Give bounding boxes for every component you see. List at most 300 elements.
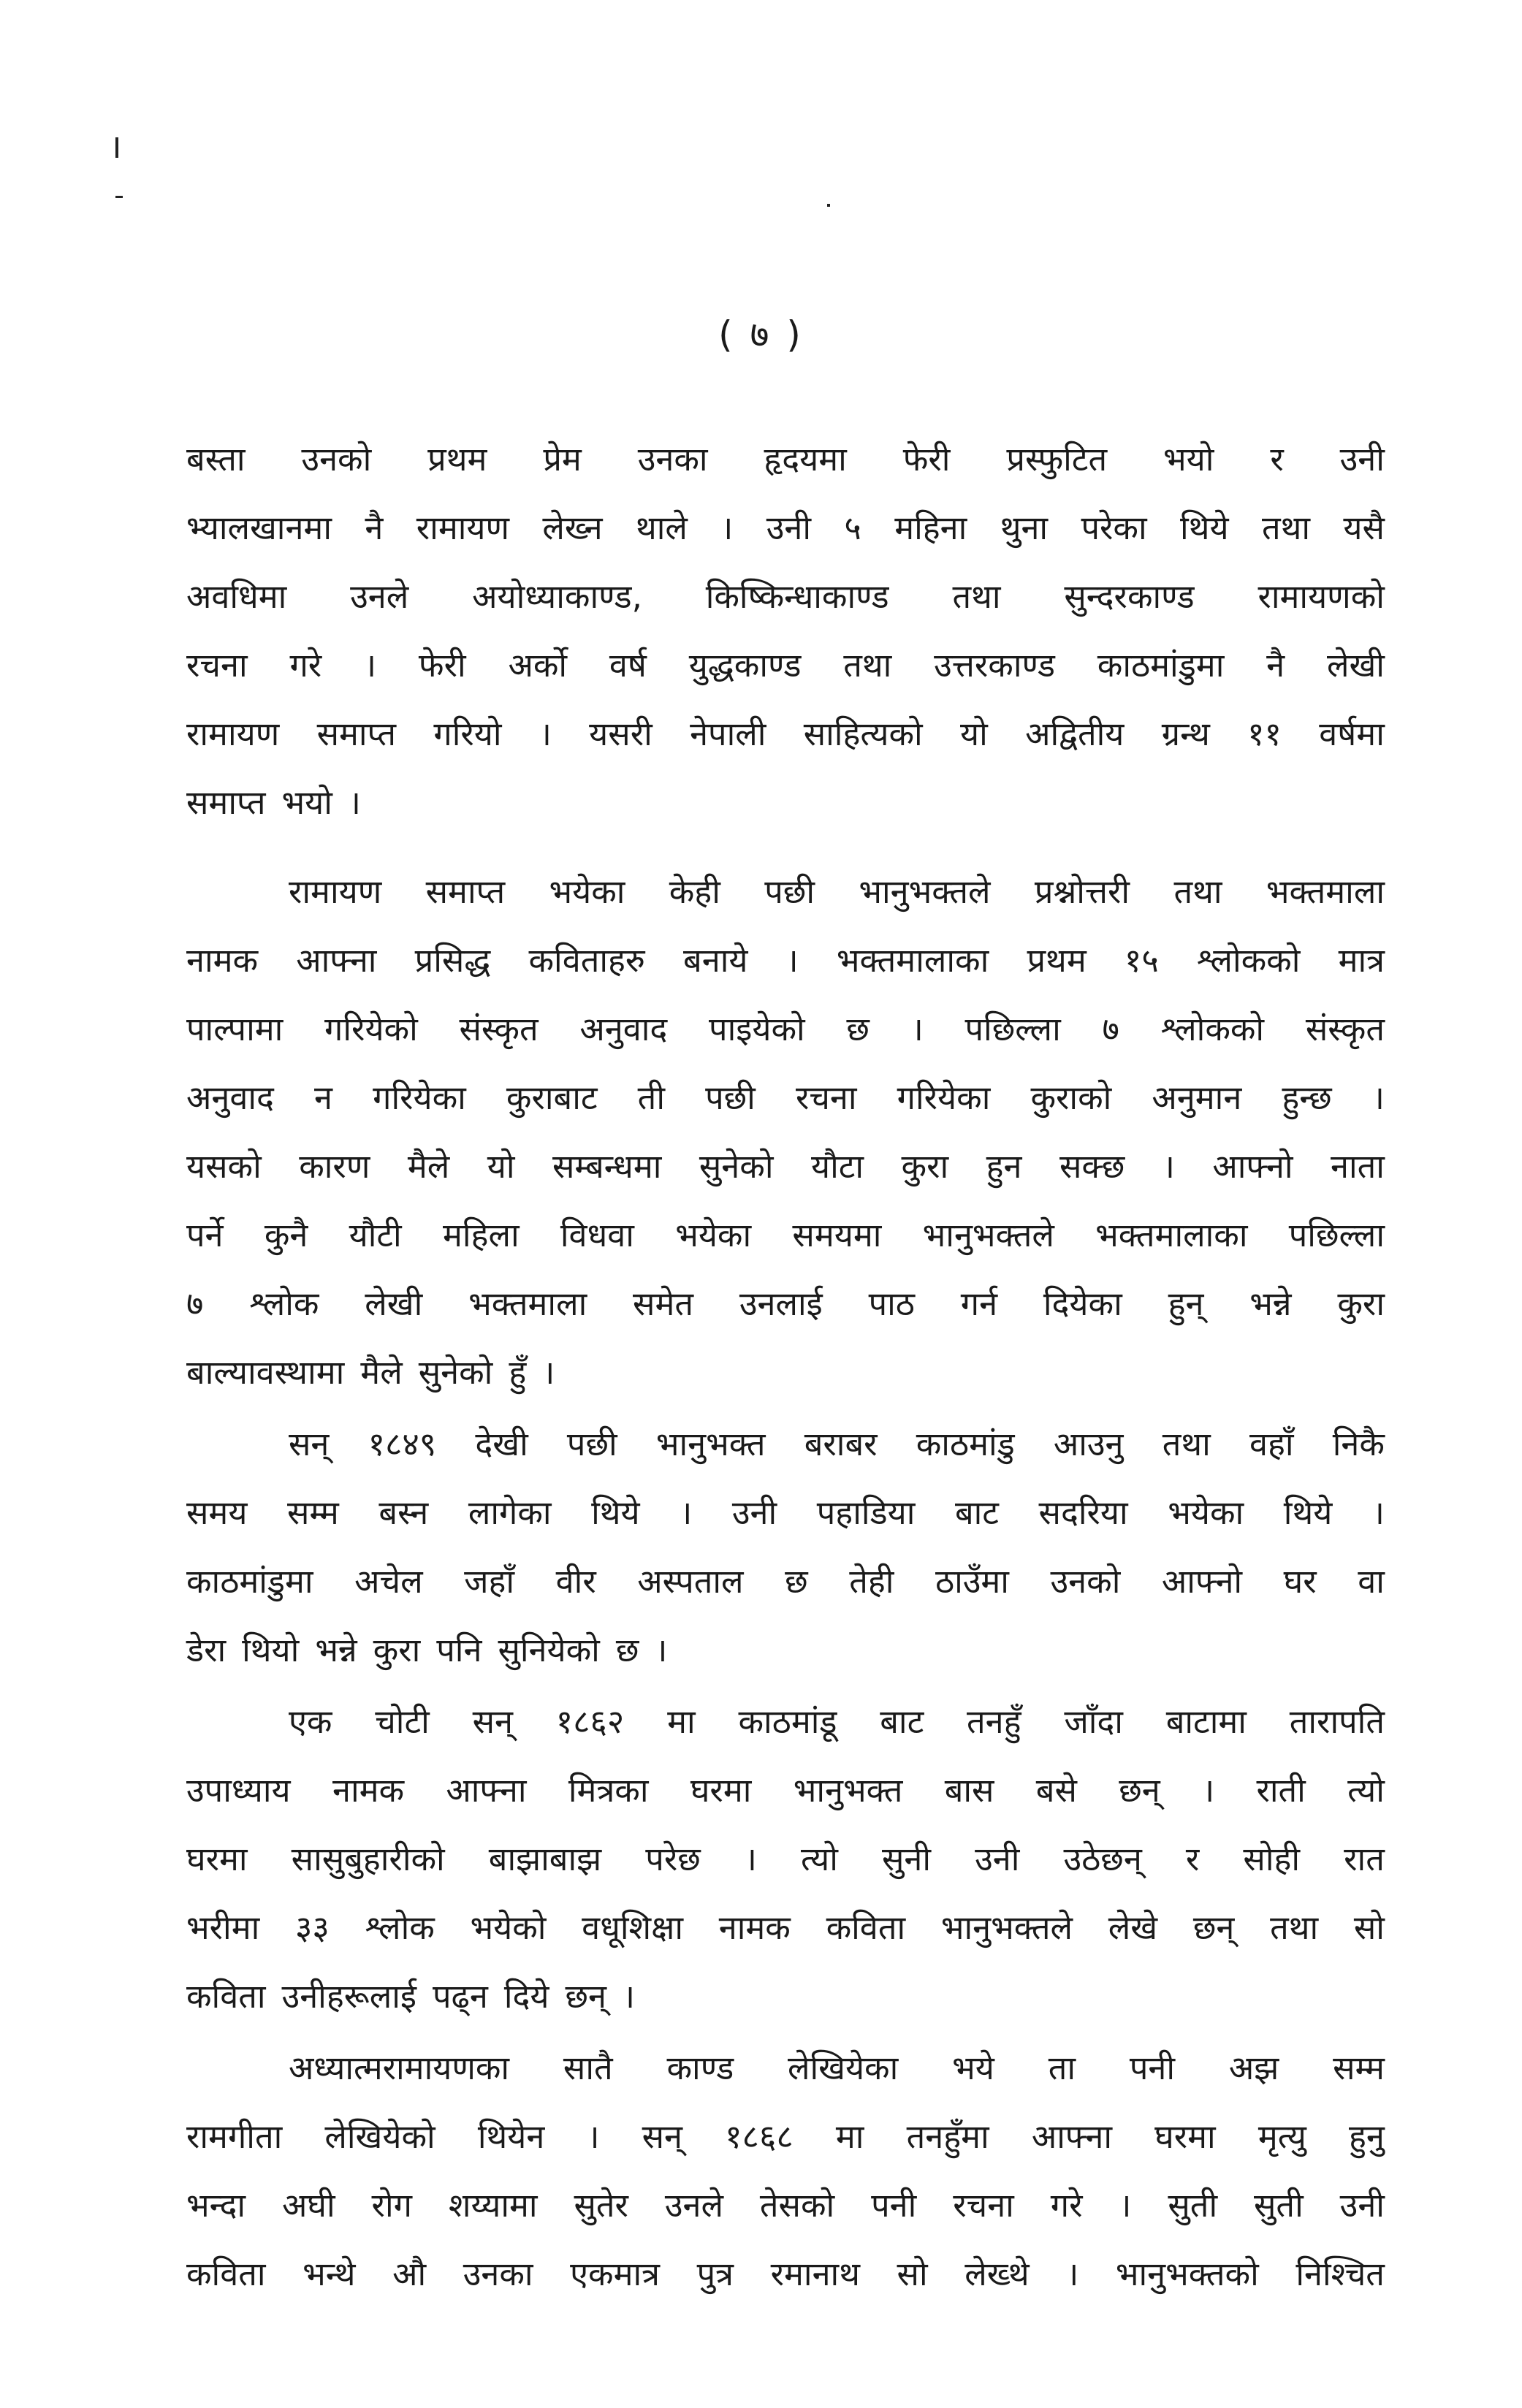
word: रोग [371, 2186, 412, 2225]
word: रामायणको [1257, 577, 1385, 616]
word: श्लोकको [1160, 1010, 1265, 1048]
word: सो [897, 2255, 928, 2293]
word: बाट [954, 1493, 999, 1532]
word: प्रेम [543, 440, 582, 479]
text-line [186, 1688, 1385, 1756]
word: कारण [299, 1147, 370, 1186]
word: नामक [332, 1771, 405, 1810]
word: थियेन [477, 2117, 545, 2156]
word: साहित्यको [803, 715, 923, 753]
word: आफ्ना [446, 1771, 527, 1810]
word: केही [669, 872, 720, 911]
word: पाल्पामा [186, 1010, 284, 1048]
text-line [186, 1064, 1385, 1132]
word: घर [1283, 1562, 1317, 1601]
word: ११ [1247, 715, 1282, 753]
word: उनीहरूलाई [281, 1977, 416, 2016]
word: नामक [718, 1908, 791, 1947]
word: घरमा [690, 1771, 752, 1810]
word: उनका [637, 440, 708, 479]
word: र [1270, 440, 1284, 479]
word: अध्यात्मरामायणका [289, 2049, 510, 2087]
word: निश्चित [1295, 2255, 1385, 2293]
word: बास [944, 1771, 994, 1810]
word: हुन [986, 1147, 1022, 1186]
text-line [186, 700, 1385, 769]
word: १८६२ [555, 1702, 625, 1741]
text-line [186, 1270, 1385, 1338]
word: रामायण [416, 508, 510, 547]
word: गरियो [433, 715, 502, 753]
word: यो [960, 715, 988, 753]
word: सुती [1168, 2186, 1218, 2225]
word: बस्न [378, 1493, 429, 1532]
word: कुरा [901, 1147, 949, 1186]
word: शय्यामा [448, 2186, 538, 2225]
word: । [1371, 1078, 1385, 1117]
word: लेखी [365, 1284, 423, 1323]
word: अर्को [508, 646, 568, 685]
word: मा [835, 2117, 864, 2156]
word: भन्थे [303, 2255, 356, 2293]
text-line [186, 1825, 1385, 1894]
word: सातै [563, 2049, 613, 2087]
word: वधूशिक्षा [582, 1908, 684, 1947]
word: प्रथम [1027, 941, 1087, 980]
word: उनको [301, 440, 372, 479]
word: । [539, 715, 552, 753]
word: निकै [1332, 1425, 1385, 1463]
word: थिये [591, 1493, 640, 1532]
word: अनुवाद [186, 1078, 274, 1117]
word: तेही [849, 1562, 894, 1601]
word: सम्बन्धमा [552, 1147, 662, 1186]
word: जाँदा [1064, 1702, 1123, 1741]
word: कुरा [1337, 1284, 1385, 1323]
text-line [186, 494, 1385, 563]
text-line [186, 1756, 1385, 1825]
word: । [720, 508, 734, 547]
word: अयोध्याकाण्ड, [472, 577, 642, 616]
word: कविताहरु [528, 941, 645, 980]
word: ३३ [294, 1908, 330, 1947]
word: । [1371, 1493, 1385, 1532]
word: कविता [186, 1977, 266, 2016]
word: । [587, 2117, 600, 2156]
word: बाल्यावस्थामा [186, 1353, 345, 1392]
word: घरमा [1154, 2117, 1216, 2156]
word: देखी [475, 1425, 528, 1463]
word: लेख्न [542, 508, 603, 547]
word: रमानाथ [770, 2255, 860, 2293]
word: युद्धकाण्ड [688, 646, 802, 685]
word: समाप्त [425, 872, 506, 911]
word: । [348, 783, 361, 822]
word: । [785, 941, 799, 980]
word: उनको [1050, 1562, 1121, 1601]
word: कविता [826, 1908, 906, 1947]
paragraph [186, 1410, 1385, 1685]
word: भानुभक्तको [1115, 2255, 1259, 2293]
word: ७ [1102, 1010, 1119, 1048]
word: कविता [186, 2255, 266, 2293]
word: आफ्नो [1212, 1147, 1293, 1186]
text-line [186, 2034, 1385, 2103]
word: छ [615, 1631, 639, 1669]
text-line [186, 1616, 1385, 1685]
word: ती [637, 1078, 665, 1117]
word: सुनी [881, 1840, 932, 1878]
scan-mark [115, 137, 118, 158]
word: हुनु [1349, 2117, 1385, 2156]
word: सन् [289, 1425, 330, 1463]
paragraph [186, 1688, 1385, 2031]
word: संस्कृत [459, 1010, 539, 1048]
word: तथा [1173, 872, 1222, 911]
word: बसे [1035, 1771, 1077, 1810]
word: वा [1358, 1562, 1385, 1601]
text-line [186, 926, 1385, 995]
word: आफ्ना [1031, 2117, 1112, 2156]
word: रामगीता [186, 2117, 283, 2156]
word: हुँ [509, 1353, 527, 1392]
word: भन्दा [186, 2186, 246, 2225]
word: श्लोकको [1196, 941, 1301, 980]
text-line [186, 2240, 1385, 2309]
word: सुतेर [574, 2186, 628, 2225]
word: उनी [975, 1840, 1020, 1878]
word: रचना [953, 2186, 1014, 2225]
word: भयेका [549, 872, 625, 911]
word: गरियेका [897, 1078, 991, 1117]
word: उठेछन् [1063, 1840, 1142, 1878]
word: सुनियेको [498, 1631, 600, 1669]
word: महिना [894, 508, 967, 547]
text-line [186, 2171, 1385, 2240]
word: तथा [1261, 508, 1311, 547]
word: परेका [1081, 508, 1147, 547]
word: हुन् [1168, 1284, 1204, 1323]
word: वर्ष [609, 646, 647, 685]
word: उनका [463, 2255, 533, 2293]
word: । [1119, 2186, 1132, 2225]
word: पढ्न [432, 1977, 488, 2016]
word: वीर [555, 1562, 596, 1601]
word: भयो [281, 783, 332, 822]
word: बाझाबाझ [488, 1840, 602, 1878]
word: थिये [1283, 1493, 1333, 1532]
word: गरियेको [324, 1010, 418, 1048]
word: अचेल [354, 1562, 423, 1601]
word: ५ [844, 508, 861, 547]
word: उनी [1339, 2186, 1385, 2225]
word: । [910, 1010, 924, 1048]
word: वहाँ [1249, 1425, 1294, 1463]
text-line [186, 2103, 1385, 2171]
word: लेखियेका [787, 2049, 899, 2087]
word: पछी [566, 1425, 617, 1463]
word: थाले [635, 508, 688, 547]
word: महिला [442, 1216, 520, 1254]
word: प्रश्नोत्तरी [1034, 872, 1130, 911]
word: श्लोक [249, 1284, 319, 1323]
word: अझ [1228, 2049, 1279, 2087]
text-line [186, 425, 1385, 494]
word: तथा [1270, 1908, 1319, 1947]
word: रामायण [289, 872, 382, 911]
text-line [186, 563, 1385, 631]
word: थुना [1000, 508, 1049, 547]
word: पाठ [868, 1284, 915, 1323]
word: सन् [472, 1702, 513, 1741]
word: भानुभक्त [655, 1425, 766, 1463]
word: र [1185, 1840, 1200, 1878]
word: नामक [186, 941, 259, 980]
word: कुराबाट [506, 1078, 598, 1117]
word: कुरा [373, 1631, 421, 1669]
word: १५ [1124, 941, 1159, 980]
word: तेसको [759, 2186, 835, 2225]
word: आउनु [1053, 1425, 1124, 1463]
word: हुन्छ [1282, 1078, 1332, 1117]
word: सोही [1243, 1840, 1301, 1878]
word: तनहुँ [967, 1702, 1021, 1741]
word: अघी [282, 2186, 335, 2225]
word: लागेका [468, 1493, 552, 1532]
word: चोटी [375, 1702, 430, 1741]
word: अस्पताल [637, 1562, 744, 1601]
text-line [186, 631, 1385, 700]
word: दिये [503, 1977, 549, 2016]
word: ता [1048, 2049, 1076, 2087]
word: प्रस्फुटित [1006, 440, 1108, 479]
word: पछी [705, 1078, 756, 1117]
word: काठमांडुमा [186, 1562, 313, 1601]
word: एक [289, 1702, 332, 1741]
word: बाट [880, 1702, 924, 1741]
word: छन् [1119, 1771, 1160, 1810]
word: फेरी [418, 646, 466, 685]
text-line [186, 1479, 1385, 1547]
word: अद्वितीय [1025, 715, 1125, 753]
text-line [186, 858, 1385, 926]
word: गरियेका [373, 1078, 466, 1117]
word: अनुवाद [579, 1010, 668, 1048]
word: तारापति [1289, 1702, 1385, 1741]
word: पछिल्ला [964, 1010, 1061, 1048]
word: आफ्नो [1161, 1562, 1243, 1601]
text-line [186, 995, 1385, 1064]
word: उपाध्याय [186, 1771, 291, 1810]
word: उनले [350, 577, 409, 616]
word: बाटामा [1165, 1702, 1247, 1741]
word: संस्कृत [1305, 1010, 1385, 1048]
word: ग्रन्थ [1161, 715, 1210, 753]
word: मैले [407, 1147, 450, 1186]
word: पुत्र [696, 2255, 734, 2293]
word: भयेको [470, 1908, 547, 1947]
word: भयो [1163, 440, 1214, 479]
word: छ [785, 1562, 808, 1601]
word: पर्ने [186, 1216, 224, 1254]
word: यसको [186, 1147, 262, 1186]
word: काठमांडुमा [1097, 646, 1225, 685]
word: डेरा [186, 1631, 227, 1669]
word: भानुभक्तले [859, 872, 991, 911]
body-text [186, 425, 1385, 2309]
word: भये [952, 2049, 994, 2087]
word: काठमांडू [738, 1702, 837, 1741]
word: भयेका [675, 1216, 752, 1254]
word: मृत्यु [1257, 2117, 1306, 2156]
word: नै [365, 508, 384, 547]
word: भानुभक्तले [922, 1216, 1054, 1254]
word: । [1202, 1771, 1215, 1810]
word: । [364, 646, 377, 685]
text-line [186, 1338, 1385, 1407]
word: नाता [1331, 1147, 1385, 1186]
word: रचना [795, 1078, 857, 1117]
word: प्रथम [427, 440, 487, 479]
word: उनी [731, 1493, 777, 1532]
word: सो [1353, 1908, 1385, 1947]
text-line [186, 769, 1385, 837]
paragraph [186, 425, 1385, 837]
word: समाप्त [186, 783, 266, 822]
paragraph [186, 2034, 1385, 2309]
page-number: ( ७ ) [718, 313, 804, 356]
word: रात [1344, 1840, 1385, 1878]
word: गरे [1050, 2186, 1083, 2225]
word: छ [846, 1010, 870, 1048]
word: सदरिया [1038, 1493, 1128, 1532]
word: रचना [186, 646, 248, 685]
word: सम्म [1333, 2049, 1385, 2087]
word: समय [186, 1493, 248, 1532]
word: सुती [1254, 2186, 1304, 2225]
word: घरमा [186, 1840, 248, 1878]
paragraph [186, 858, 1385, 1407]
word: नेपाली [690, 715, 766, 753]
word: १८६८ [725, 2117, 794, 2156]
word: ठाउँमा [935, 1562, 1009, 1601]
word: सक्छ [1059, 1147, 1125, 1186]
word: उनलाई [739, 1284, 823, 1323]
word: । [680, 1493, 693, 1532]
word: बराबर [804, 1425, 878, 1463]
word: रामायण [186, 715, 280, 753]
word: प्रसिद्ध [414, 941, 491, 980]
word: भक्तमाला [468, 1284, 587, 1323]
word: बस्ता [186, 440, 246, 479]
text-line [186, 1132, 1385, 1201]
word: । [542, 1353, 555, 1392]
word: उनी [766, 508, 812, 547]
word: यौटी [349, 1216, 402, 1254]
word: पनि [436, 1631, 482, 1669]
text-line [186, 1962, 1385, 2031]
word: भक्तमाला [1266, 872, 1385, 911]
word: अनुमान [1152, 1078, 1242, 1117]
word: लेखियेको [324, 2117, 435, 2156]
word: सासुबुहारीको [291, 1840, 445, 1878]
word: थियो [242, 1631, 300, 1669]
word: तथा [843, 646, 892, 685]
word: १८४९ [368, 1425, 437, 1463]
scan-mark [827, 204, 830, 207]
word: यो [487, 1147, 515, 1186]
word: उनी [1339, 440, 1385, 479]
word: लेखे [1108, 1908, 1158, 1947]
word: एकमात्र [570, 2255, 661, 2293]
word: यौटा [810, 1147, 864, 1186]
word: समेत [633, 1284, 694, 1323]
word: फेरी [902, 440, 951, 479]
word: । [1162, 1147, 1175, 1186]
word: काण्ड [666, 2049, 734, 2087]
word: जहाँ [464, 1562, 515, 1601]
word: भानुभक्तले [940, 1908, 1073, 1947]
word: पछिल्ला [1288, 1216, 1385, 1254]
word: यसै [1343, 508, 1385, 547]
word: परेछ [645, 1840, 701, 1878]
word: गरे [289, 646, 322, 685]
word: पनी [871, 2186, 917, 2225]
word: सम्म [287, 1493, 339, 1532]
word: विधवा [560, 1216, 634, 1254]
word: पहाडिया [816, 1493, 916, 1532]
word: सन् [642, 2117, 683, 2156]
text-line [186, 1410, 1385, 1479]
word: त्यो [801, 1840, 838, 1878]
word: सुनेको [699, 1147, 774, 1186]
word: श्लोक [365, 1908, 435, 1947]
word: सुन्दरकाण्ड [1064, 577, 1195, 616]
text-line [186, 1201, 1385, 1270]
word: भक्तमालाका [1095, 1216, 1248, 1254]
word: गर्न [960, 1284, 998, 1323]
word: कुराको [1030, 1078, 1112, 1117]
word: पाइयेको [709, 1010, 805, 1048]
word: भ्यालखानमा [186, 508, 332, 547]
word: । [655, 1631, 668, 1669]
word: भक्तमालाका [836, 941, 989, 980]
word: लेख्थे [964, 2255, 1030, 2293]
word: मा [667, 1702, 696, 1741]
word: उनले [664, 2186, 723, 2225]
word: दियेका [1043, 1284, 1122, 1323]
word: हृदयमा [764, 440, 847, 479]
word: सुनेको [418, 1353, 493, 1392]
word: मैले [360, 1353, 403, 1392]
word: न [314, 1078, 333, 1117]
word: । [744, 1840, 757, 1878]
word: मित्रका [568, 1771, 649, 1810]
word: कुनै [264, 1216, 308, 1254]
paragraph-spacer [186, 837, 1385, 858]
word: त्यो [1347, 1771, 1385, 1810]
word: किष्किन्धाकाण्ड [705, 577, 889, 616]
word: आफ्ना [296, 941, 377, 980]
word: भन्ने [1249, 1284, 1292, 1323]
word: भरीमा [186, 1908, 260, 1947]
word: । [623, 1977, 636, 2016]
word: तथा [1162, 1425, 1211, 1463]
word: समाप्त [316, 715, 397, 753]
word: औ [392, 2255, 427, 2293]
word: थिये [1180, 508, 1229, 547]
text-line [186, 1547, 1385, 1616]
